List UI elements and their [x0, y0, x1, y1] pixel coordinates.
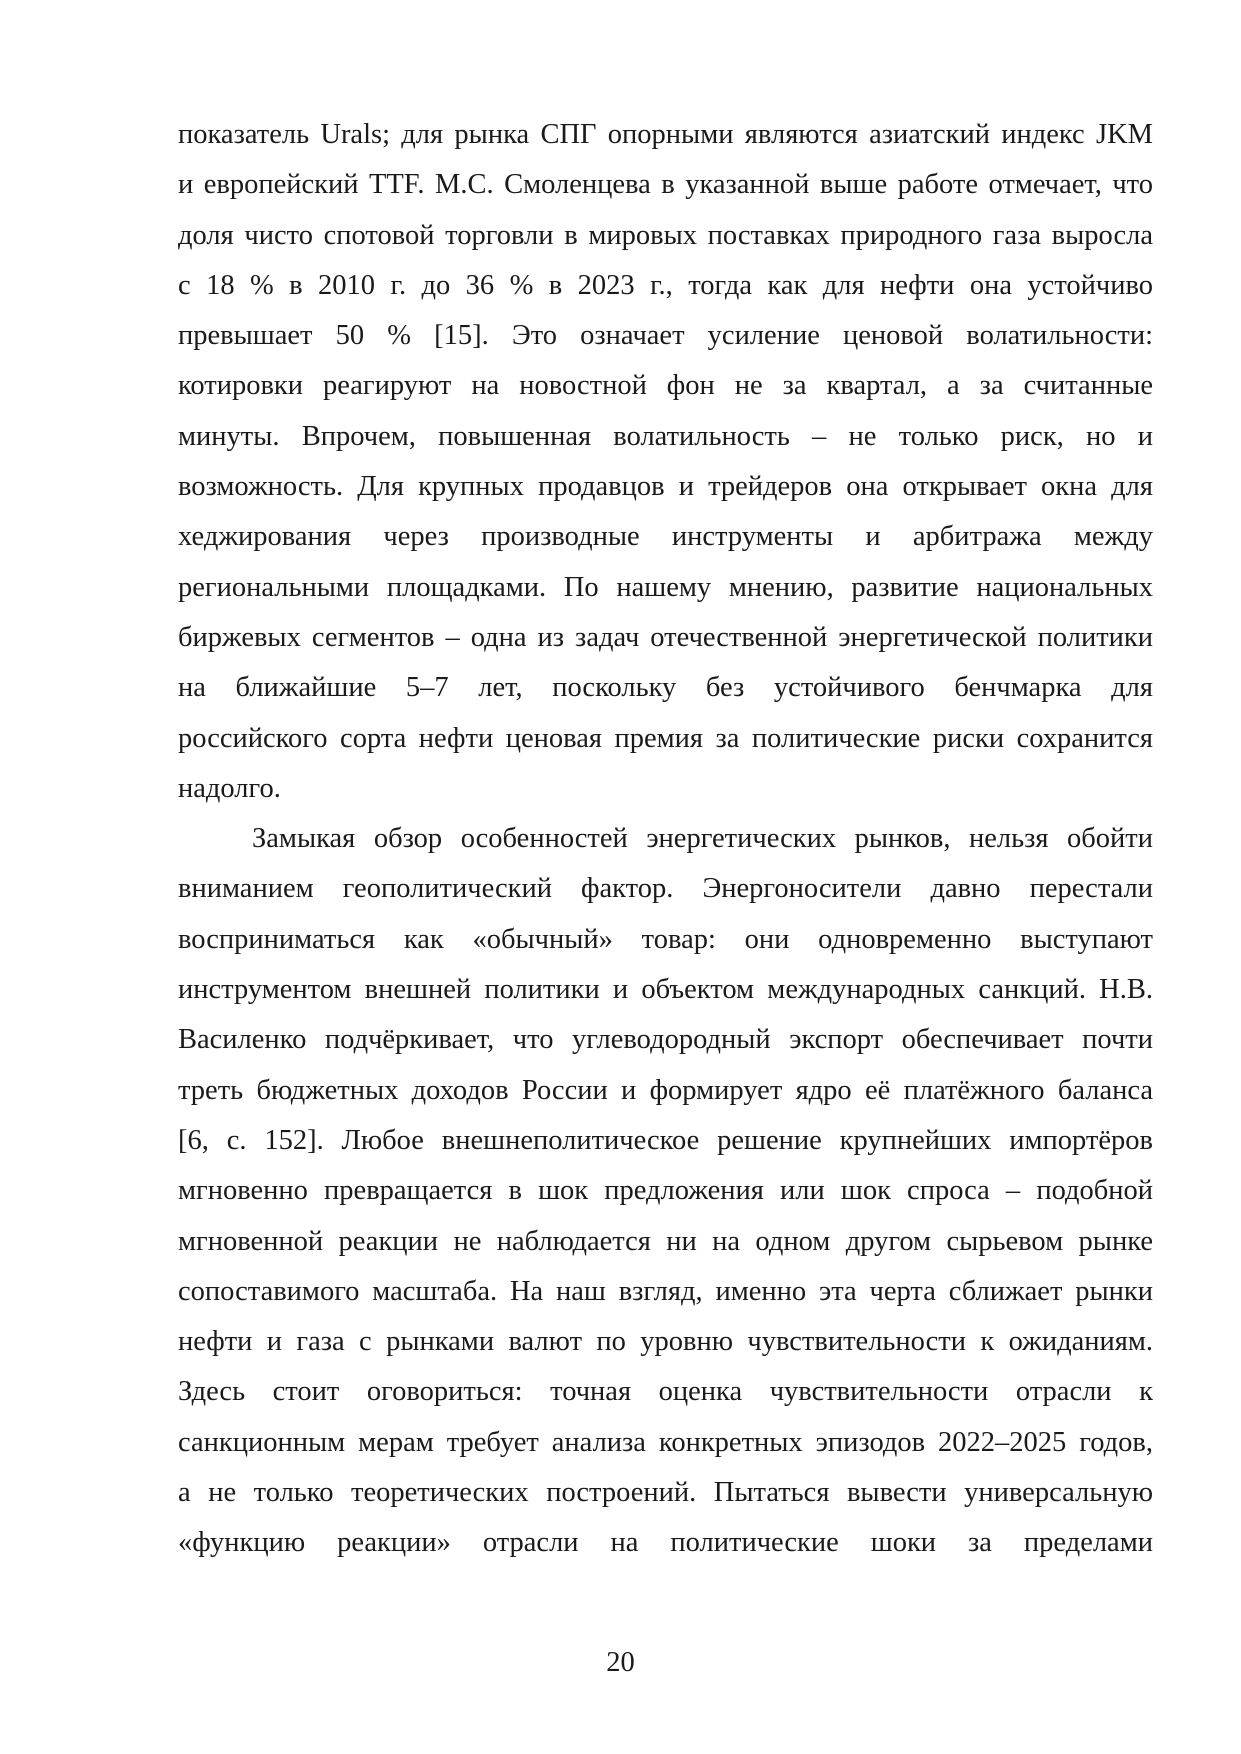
text-line: превышает 50 % [15]. Это означает усиление ценовой волатильности:: [178, 320, 1153, 352]
text-line: сопоставимого масштаба. На наш взгляд, именно эта черта сближает рынки: [178, 1275, 1153, 1307]
text-line: «функцию реакции» отрасли на политические шоки за пределами: [178, 1527, 1153, 1559]
body-text: [178, 110, 1153, 1569]
text-line: доля чисто спотовой торговли в мировых поставках природного газа выросла: [178, 219, 1153, 251]
text-line: нефти и газа с рынками валют по уровню чувствительности к ожиданиям.: [178, 1326, 1153, 1358]
text-line: Замыкая обзор особенностей энергетических рынков, нельзя обойти: [252, 823, 1153, 855]
text-line: биржевых сегментов – одна из задач отечественной энергетической политики: [178, 621, 1153, 653]
text-line: Василенко подчёркивает, что углеводородный экспорт обеспечивает почти: [178, 1024, 1153, 1056]
text-line: минуты. Впрочем, повышенная волатильность – не только риск, но и: [178, 420, 1153, 452]
text-line: санкционным мерам требует анализа конкретных эпизодов 2022–2025 годов,: [178, 1426, 1153, 1458]
text-line: котировки реагируют на новостной фон не за квартал, а за считанные: [178, 370, 1153, 402]
page-number: 20: [606, 1647, 635, 1678]
text-line: а не только теоретических построений. Пытаться вывести универсальную: [178, 1477, 1153, 1509]
text-line: треть бюджетных доходов России и формирует ядро её платёжного баланса: [178, 1074, 1153, 1106]
text-line: вниманием геополитический фактор. Энергоносители давно перестали: [178, 873, 1153, 905]
paragraph-1: [178, 110, 1153, 814]
text-line: хеджирования через производные инструменты и арбитража между: [178, 521, 1153, 553]
text-line: надолго.: [178, 772, 281, 804]
text-line: инструментом внешней политики и объектом международных санкций. Н.В.: [178, 974, 1153, 1006]
text-line: мгновенно превращается в шок предложения или шок спроса – подобной: [178, 1175, 1153, 1207]
text-line: восприниматься как «обычный» товар: они одновременно выступают: [178, 923, 1153, 955]
text-line: [6, с. 152]. Любое внешнеполитическое решение крупнейших импортёров: [178, 1124, 1153, 1156]
text-line: региональными площадками. По нашему мнению, развитие национальных: [178, 571, 1153, 603]
text-line: мгновенной реакции не наблюдается ни на одном другом сырьевом рынке: [178, 1225, 1153, 1257]
text-line: Здесь стоит оговориться: точная оценка чувствительности отрасли к: [178, 1376, 1153, 1408]
text-line: на ближайшие 5–7 лет, поскольку без устойчивого бенчмарка для: [178, 672, 1153, 704]
text-line: и европейский TTF. М.С. Смоленцева в указанной выше работе отмечает, что: [178, 169, 1153, 201]
text-line: показатель Urals; для рынка СПГ опорными являются азиатский индекс JKM: [178, 119, 1153, 150]
text-line: возможность. Для крупных продавцов и трейдеров она открывает окна для: [178, 471, 1153, 503]
paragraph-2: [178, 814, 1153, 1568]
text-line: российского сорта нефти ценовая премия за политические риски сохранится: [178, 722, 1153, 754]
text-line: с 18 % в 2010 г. до 36 % в 2023 г., тогда как для нефти она устойчиво: [178, 269, 1153, 301]
